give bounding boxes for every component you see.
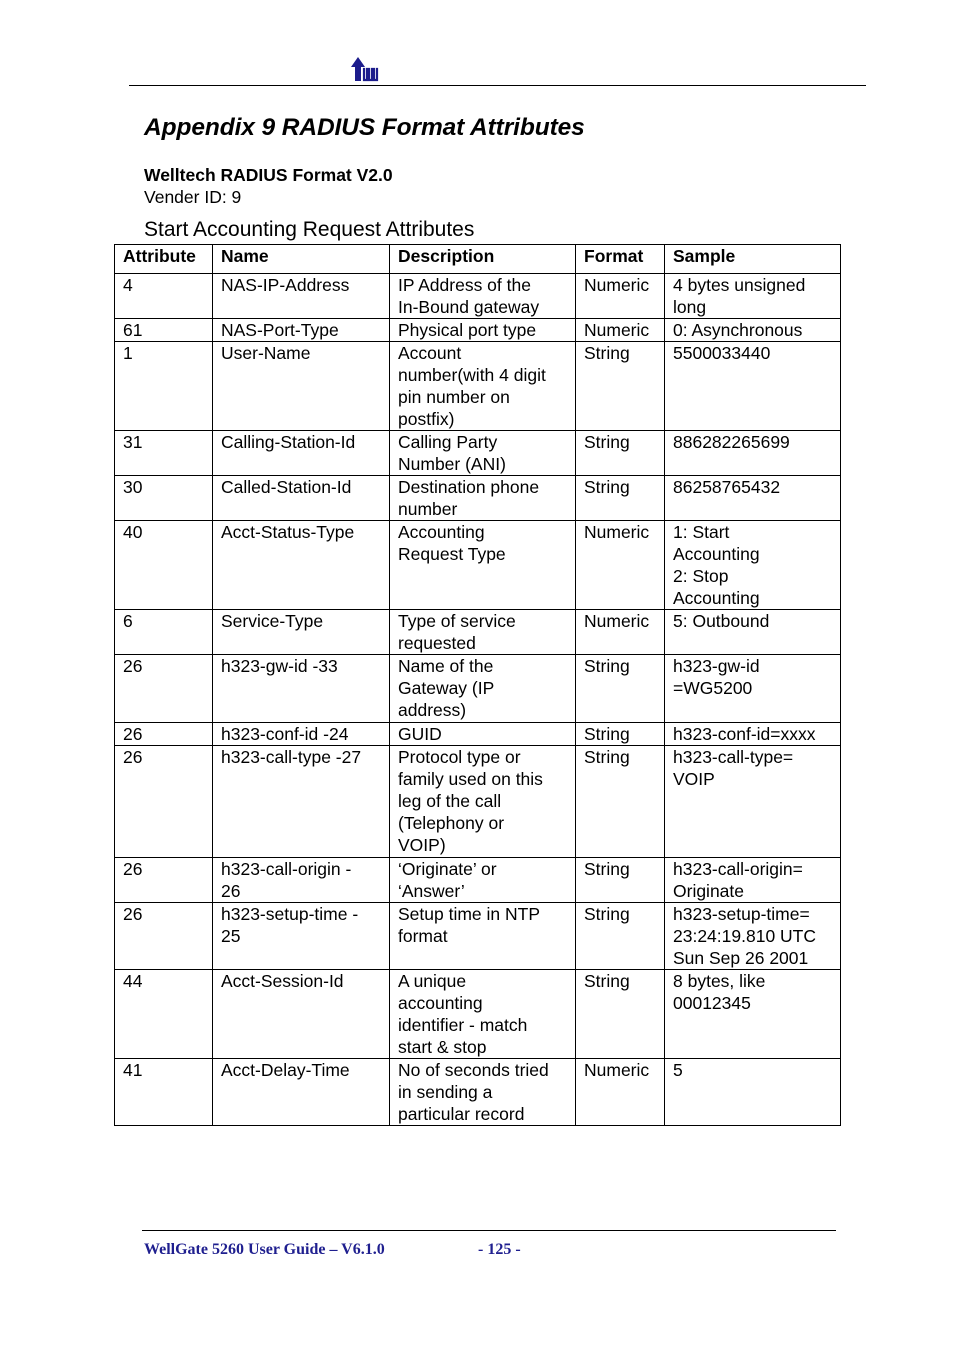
table-row <box>115 610 841 655</box>
column-header-format: Format <box>576 245 665 274</box>
cell-sample: h323-conf-id=xxxx <box>665 723 841 746</box>
cell-description: Accounting Request Type <box>390 521 576 610</box>
column-header-name: Name <box>213 245 390 274</box>
cell-name: h323-conf-id -24 <box>213 723 390 746</box>
cell-attribute: 41 <box>115 1059 213 1126</box>
cell-sample: h323-call-type= VOIP <box>665 746 841 858</box>
cell-name: Acct-Delay-Time <box>213 1059 390 1126</box>
cell-sample: 0: Asynchronous <box>665 319 841 342</box>
cell-sample: h323-gw-id =WG5200 <box>665 655 841 723</box>
cell-attribute: 6 <box>115 610 213 655</box>
header-rule <box>129 85 866 86</box>
company-logo-icon <box>349 55 379 83</box>
cell-attribute: 61 <box>115 319 213 342</box>
cell-description: IP Address of the In-Bound gateway <box>390 274 576 319</box>
table-row <box>115 903 841 970</box>
cell-attribute: 26 <box>115 746 213 858</box>
cell-attribute: 40 <box>115 521 213 610</box>
cell-name: h323-call-type -27 <box>213 746 390 858</box>
cell-format: String <box>576 858 665 903</box>
cell-description: Destination phone number <box>390 476 576 521</box>
cell-sample: h323-call-origin= Originate <box>665 858 841 903</box>
cell-attribute: 26 <box>115 723 213 746</box>
cell-sample: 886282265699 <box>665 431 841 476</box>
cell-attribute: 26 <box>115 655 213 723</box>
table-body <box>115 274 841 1126</box>
cell-attribute: 30 <box>115 476 213 521</box>
cell-attribute: 44 <box>115 970 213 1059</box>
page-title: Appendix 9 RADIUS Format Attributes <box>144 114 585 141</box>
cell-sample: 5 <box>665 1059 841 1126</box>
table-row <box>115 723 841 746</box>
table-row <box>115 1059 841 1126</box>
attributes-table <box>114 244 841 1126</box>
footer-page-number: - 125 - <box>478 1241 521 1258</box>
table-header-row <box>115 245 841 274</box>
table-row <box>115 431 841 476</box>
table-row <box>115 655 841 723</box>
cell-description: Setup time in NTP format <box>390 903 576 970</box>
cell-description: GUID <box>390 723 576 746</box>
cell-name: NAS-Port-Type <box>213 319 390 342</box>
cell-name: h323-setup-time - 25 <box>213 903 390 970</box>
cell-format: String <box>576 431 665 476</box>
cell-attribute: 26 <box>115 858 213 903</box>
cell-attribute: 31 <box>115 431 213 476</box>
cell-attribute: 1 <box>115 342 213 431</box>
cell-description: Calling Party Number (ANI) <box>390 431 576 476</box>
cell-format: Numeric <box>576 1059 665 1126</box>
cell-format: Numeric <box>576 274 665 319</box>
cell-attribute: 26 <box>115 903 213 970</box>
cell-format: String <box>576 723 665 746</box>
cell-description: Type of service requested <box>390 610 576 655</box>
cell-description: ‘Originate’ or ‘Answer’ <box>390 858 576 903</box>
cell-sample: h323-setup-time= 23:24:19.810 UTC Sun Sep 26 2001 <box>665 903 841 970</box>
table-row <box>115 521 841 610</box>
cell-sample: 5500033440 <box>665 342 841 431</box>
cell-description: A unique accounting identifier - match start & stop <box>390 970 576 1059</box>
column-header-description: Description <box>390 245 576 274</box>
cell-sample: 86258765432 <box>665 476 841 521</box>
cell-sample: 4 bytes unsigned long <box>665 274 841 319</box>
cell-name: Calling-Station-Id <box>213 431 390 476</box>
cell-description: Protocol type or family used on this leg of the call (Telephony or VOIP) <box>390 746 576 858</box>
table-row <box>115 319 841 342</box>
table-row <box>115 970 841 1059</box>
cell-name: Service-Type <box>213 610 390 655</box>
cell-name: h323-call-origin - 26 <box>213 858 390 903</box>
cell-name: Called-Station-Id <box>213 476 390 521</box>
cell-format: String <box>576 970 665 1059</box>
format-version-heading: Welltech RADIUS Format V2.0 <box>144 165 393 185</box>
cell-format: Numeric <box>576 610 665 655</box>
cell-name: h323-gw-id -33 <box>213 655 390 723</box>
cell-format: String <box>576 655 665 723</box>
cell-description: Physical port type <box>390 319 576 342</box>
cell-description: Name of the Gateway (IP address) <box>390 655 576 723</box>
footer-guide-title: WellGate 5260 User Guide – V6.1.0 <box>144 1241 385 1258</box>
table-row <box>115 274 841 319</box>
cell-format: Numeric <box>576 319 665 342</box>
table-row <box>115 476 841 521</box>
table-row <box>115 342 841 431</box>
table-row <box>115 746 841 858</box>
cell-format: String <box>576 903 665 970</box>
column-header-sample: Sample <box>665 245 841 274</box>
cell-name: User-Name <box>213 342 390 431</box>
table-row <box>115 858 841 903</box>
cell-name: Acct-Status-Type <box>213 521 390 610</box>
cell-description: Account number(with 4 digit pin number on postfix) <box>390 342 576 431</box>
cell-sample: 5: Outbound <box>665 610 841 655</box>
column-header-attribute: Attribute <box>115 245 213 274</box>
cell-description: No of seconds tried in sending a particular record <box>390 1059 576 1126</box>
cell-attribute: 4 <box>115 274 213 319</box>
section-heading: Start Accounting Request Attributes <box>144 218 475 241</box>
cell-sample: 1: Start Accounting 2: Stop Accounting <box>665 521 841 610</box>
cell-name: Acct-Session-Id <box>213 970 390 1059</box>
cell-format: String <box>576 476 665 521</box>
cell-format: Numeric <box>576 521 665 610</box>
cell-format: String <box>576 746 665 858</box>
cell-format: String <box>576 342 665 431</box>
cell-sample: 8 bytes, like 00012345 <box>665 970 841 1059</box>
cell-name: NAS-IP-Address <box>213 274 390 319</box>
footer-rule <box>142 1230 836 1231</box>
vendor-id-text: Vender ID: 9 <box>144 187 242 207</box>
